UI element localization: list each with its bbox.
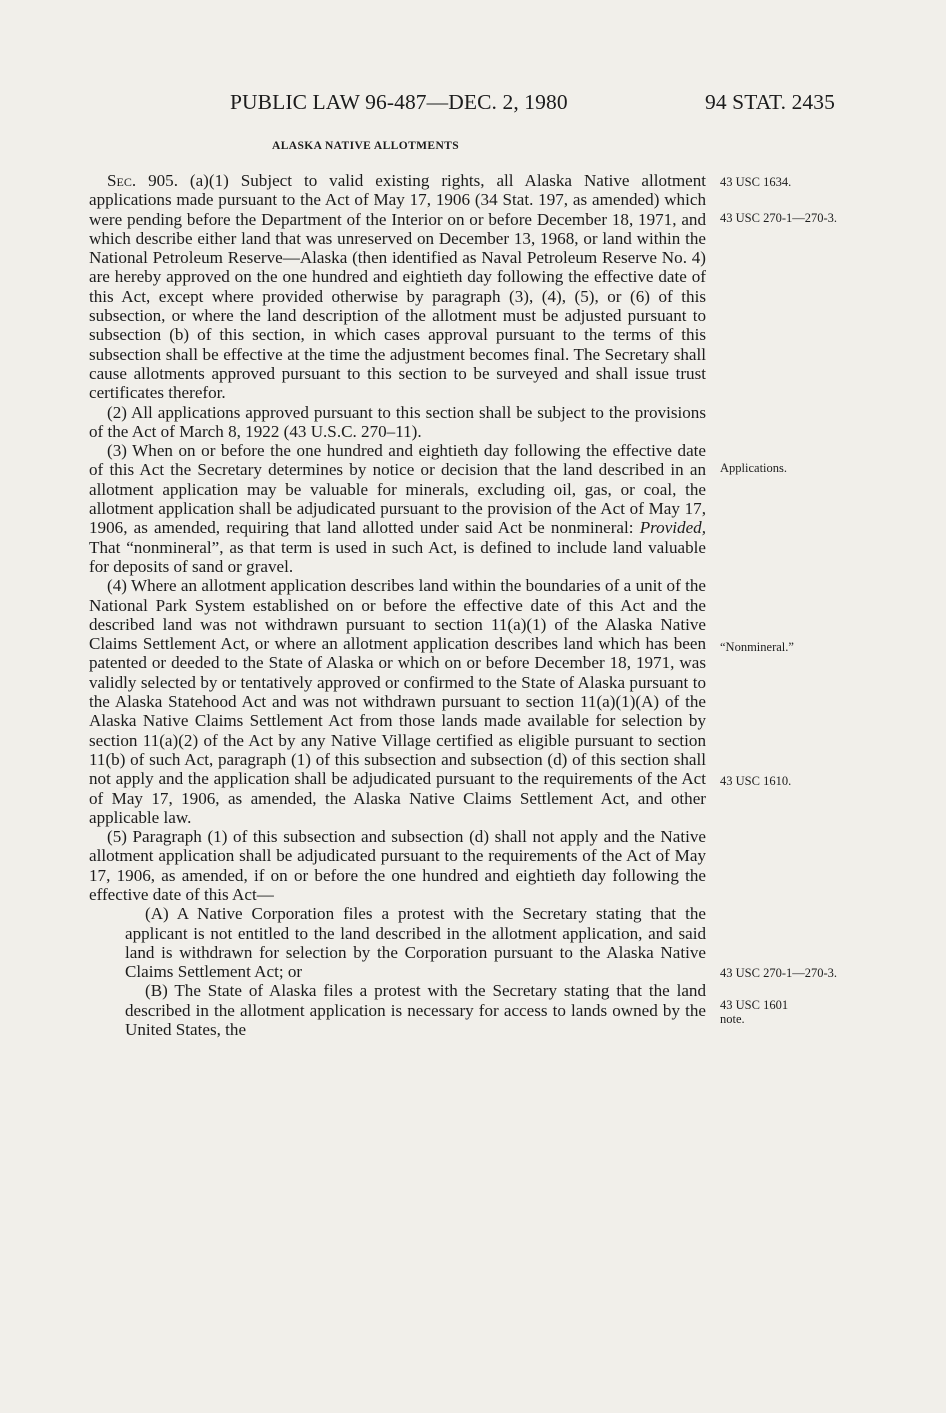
subparagraph-a: (A) A Native Corporation files a protest with the Secretary stating that the applicant is not entitled to the land described in the allotment application, and said land is withdrawn for selection by the Corporation pursuant to the Alaska Native Claims Settlement Act; or: [125, 904, 706, 982]
header-law-date: PUBLIC LAW 96-487—DEC. 2, 1980: [230, 90, 568, 114]
paragraph-3: [89, 441, 706, 576]
margin-note-43-usc-1634: 43 USC 1634.: [720, 175, 792, 189]
margin-note-applications: Applications.: [720, 461, 788, 475]
margin-note-43-usc-1610: 43 USC 1610.: [720, 774, 792, 788]
margin-note-nonmineral: “Nonmineral.”: [720, 640, 794, 654]
paragraph-a1-text: 905. (a)(1) Subject to valid existing rights, all Alaska Native allotment applications made pursuant to the Act of May 17, 1906 (34 Stat. 197, as amended) which were pending before the Department of the Interior on or before December 18, 1971, and which describe either land that was unreserved on December 13, 1968, or land within the National Petroleum Reserve—Alaska (then identified as Naval Petroleum Reserve No. 4) are hereby approved on the one hundred and eightieth day following the effective date of this Act, except where provided otherwise by paragraph (3), (4), (5), or (6) of this subsection, or where the land description of the allotment must be adjusted pursuant to subsection (b) of this section, in which cases approval pursuant to the terms of this subsection shall be effective at the time the adjustment becomes final. The Secretary shall cause allotments approved pursuant to this section to be surveyed and shall issue trust certificates therefor.: [89, 171, 706, 403]
margin-note-43-usc-270: 43 USC 270-1—270-3.: [720, 211, 838, 225]
header-stat-page: 94 STAT. 2435: [705, 90, 835, 114]
paragraph-2: (2) All applications approved pursuant to this section shall be subject to the provisions of the Act of March 8, 1922 (43 U.S.C. 270–11).: [89, 402, 706, 441]
provided-italic: Provided,: [639, 518, 706, 538]
section-label: Sec.: [107, 171, 137, 190]
paragraph-3-text-a: (3) When on or before the one hundred and eightieth day following the effective date of this Act the Secretary determines by notice or decision that the land described in an allotment application may be valuable for minerals, excluding oil, gas, or coal, the allotment application shall be adjudicated pursuant to the provision of the Act of May 17, 1906, as amended, requiring that land allotted under said Act be nonmineral:: [89, 441, 706, 538]
paragraph-5: (5) Paragraph (1) of this subsection and subsection (d) shall not apply and the Native allotment application shall be adjudicated pursuant to the requirements of the Act of May 17, 1906, as amended, if on or before the one hundred and eightieth day following the effective date of this Act—: [89, 827, 706, 904]
paragraph-4: (4) Where an allotment application describes land within the boundaries of a unit of the National Park System established on or before the effective date of this Act and the described land was not withdrawn pursuant to section 11(a)(1) of the Alaska Native Claims Settlement Act, or where an allotment application describes land which has been patented or deeded to the State of Alaska or which on or before December 18, 1971, was validly selected by or tentatively approved or confirmed to the State of Alaska pursuant to the Alaska Statehood Act and was not withdrawn pursuant to section 11(a)(1)(A) of the Alaska Native Claims Settlement Act from those lands made available for selection by section 11(a)(2) of the Act by any Native Village certified as eligible pursuant to section 11(b) of such Act, paragraph (1) of this subsection and subsection (d) of this section shall not apply and the application shall be adjudicated pursuant to the requirements of the Act of May 17, 1906, as amended, the Alaska Native Claims Settlement Act, and other applicable law.: [89, 576, 706, 827]
margin-note-43-usc-270-second: 43 USC 270-1—270-3.: [720, 966, 838, 980]
subparagraph-b: (B) The State of Alaska files a protest with the Secretary stating that the land described in the allotment application is necessary for access to lands owned by the United States, the: [125, 981, 706, 1040]
margin-note-43-usc-1601: 43 USC 1601 note.: [720, 998, 789, 1026]
section-title: ALASKA NATIVE ALLOTMENTS: [272, 140, 460, 152]
page-header: [0, 90, 946, 120]
paragraph-a1: [89, 171, 706, 403]
body-text: [89, 171, 706, 1039]
paragraph-3-text-b: That “nonmineral”, as that term is used in such Act, is defined to include land valuable for deposits of sand or gravel.: [89, 537, 706, 576]
